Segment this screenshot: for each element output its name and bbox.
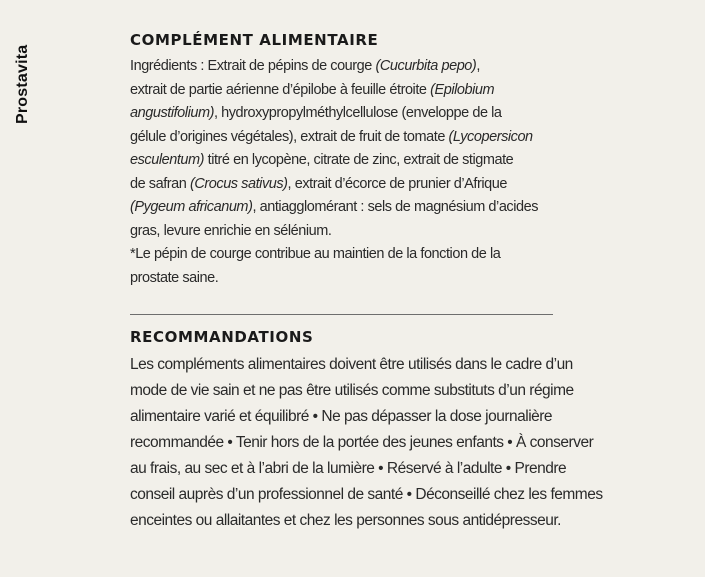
ingredients-section <box>130 30 560 290</box>
ingredients-line: extrait de partie aérienne d’épilobe à feuille étroite (Epilobium <box>130 81 495 98</box>
recommandations-line: alimentaire varié et équilibré • Ne pas dépasser la dose journalière <box>130 408 553 425</box>
ingredients-line: (Pygeum africanum), antiagglomérant : sels de magnésium d’acides <box>130 199 539 215</box>
footnote-line: prostate saine. <box>130 269 219 286</box>
recommandations-heading: RECOMMANDATIONS <box>130 328 314 346</box>
ingredients-heading: COMPLÉMENT ALIMENTAIRE <box>130 31 379 49</box>
recommandations-line: enceintes ou allaitantes et chez les personnes sous antidépresseur. <box>130 512 561 529</box>
ingredients-line: gras, levure enrichie en sélénium. <box>130 222 332 239</box>
product-name-vertical: Prostavita <box>14 44 31 124</box>
recommandations-section <box>130 327 603 534</box>
ingredients-line: angustifolium), hydroxypropylméthylcellulose (enveloppe de la <box>130 105 502 121</box>
recommandations-line: Les compléments alimentaires doivent être utilisés dans le cadre d’un <box>130 356 573 373</box>
ingredients-line: esculentum) titré en lycopène, citrate de zinc, extrait de stigmate <box>130 152 514 168</box>
ingredients-line: Ingrédients : Extrait de pépins de courge (Cucurbita pepo), <box>130 58 480 74</box>
ingredients-line: gélule d’origines végétales), extrait de fruit de tomate (Lycopersicon <box>130 128 533 145</box>
footnote-line: *Le pépin de courge contribue au maintien de la fonction de la <box>130 246 501 262</box>
recommandations-line: conseil auprès d’un professionnel de santé • Déconseillé chez les femmes <box>130 486 603 503</box>
recommandations-line: mode de vie sain et ne pas être utilisés comme substituts d’un régime <box>130 382 574 399</box>
ingredients-text <box>130 55 560 290</box>
recommandations-text <box>130 352 603 534</box>
ingredients-line: de safran (Crocus sativus), extrait d’écorce de prunier d’Afrique <box>130 175 507 192</box>
recommandations-line: au frais, au sec et à l’abri de la lumière • Réservé à l’adulte • Prendre <box>130 460 567 477</box>
recommandations-line: recommandée • Tenir hors de la portée des jeunes enfants • À conserver <box>130 434 594 451</box>
section-divider <box>130 314 553 315</box>
